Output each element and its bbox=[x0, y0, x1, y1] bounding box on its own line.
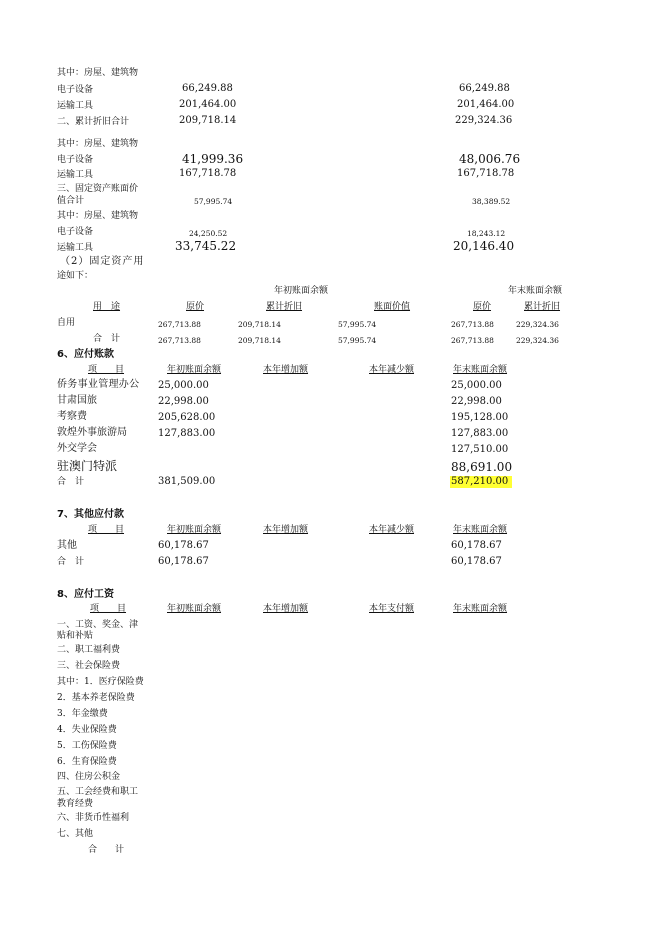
fa-line3-label: 运输工具 bbox=[57, 101, 94, 111]
usage-group-begin: 年初账面余额 bbox=[274, 286, 329, 296]
payables-row1-name: 侨务事业管理办公 bbox=[57, 379, 140, 390]
other-payables-header-dec: 本年减少额 bbox=[369, 525, 415, 535]
wages-header-item: 项 目 bbox=[90, 604, 127, 614]
usage-row2-dep: 209,718.14 bbox=[238, 336, 281, 345]
other-payables-header-inc: 本年增加额 bbox=[263, 525, 309, 535]
fa-line10-begin: 24,250.52 bbox=[189, 229, 228, 238]
wages-item: 五、工会经费和职工 bbox=[57, 787, 139, 797]
fa-line3-begin: 201,464.00 bbox=[179, 99, 237, 110]
wages-title: 8、应付工资 bbox=[57, 589, 114, 600]
usage-title-b: 途如下： bbox=[57, 271, 94, 281]
payables-total-begin: 381,509.00 bbox=[158, 476, 216, 487]
usage-header-dep2: 累计折旧 bbox=[524, 302, 561, 312]
usage-group-end: 年末账面余额 bbox=[508, 286, 563, 296]
payables-header-end: 年末账面余额 bbox=[453, 365, 508, 375]
usage-header-orig2: 原价 bbox=[473, 302, 492, 312]
fa-line6-end: 48,006.76 bbox=[459, 152, 521, 166]
payables-row5-end: 127,510.00 bbox=[451, 444, 509, 455]
usage-row2-book: 57,995.74 bbox=[338, 336, 377, 345]
usage-header-dep: 累计折旧 bbox=[266, 302, 303, 312]
wages-header-begin: 年初账面余额 bbox=[167, 604, 222, 614]
fa-line6-begin: 41,999.36 bbox=[182, 152, 244, 166]
wages-item: 四、住房公积金 bbox=[57, 772, 121, 782]
other-payables-header-item: 项 目 bbox=[88, 525, 125, 535]
usage-header-orig: 原价 bbox=[186, 302, 205, 312]
usage-title-a: （2）固定资产用 bbox=[60, 256, 145, 267]
other-payables-header-end: 年末账面余额 bbox=[453, 525, 508, 535]
payables-header-item: 项 目 bbox=[88, 365, 125, 375]
payables-row6-end: 88,691.00 bbox=[451, 460, 513, 474]
wages-item: 七、其他 bbox=[57, 829, 94, 839]
fa-line8-label-a: 三、固定资产账面价 bbox=[57, 184, 139, 194]
usage-row1-book: 57,995.74 bbox=[338, 320, 377, 329]
payables-row6-name: 驻澳门特派 bbox=[57, 459, 118, 473]
other-payables-total-name: 合 计 bbox=[57, 557, 85, 567]
wages-header-inc: 本年增加额 bbox=[263, 604, 309, 614]
payables-title: 6、应付账款 bbox=[57, 349, 114, 360]
wages-item: 二、职工福利费 bbox=[57, 645, 121, 655]
payables-row3-end: 195,128.00 bbox=[451, 412, 509, 423]
fa-line4-label: 二、累计折旧合计 bbox=[57, 117, 130, 127]
fa-line3-end: 201,464.00 bbox=[457, 99, 515, 110]
usage-row1-use: 自用 bbox=[57, 318, 76, 328]
payables-row2-name: 甘肃国旅 bbox=[57, 395, 97, 406]
usage-row1-dep2: 229,324.36 bbox=[516, 320, 559, 329]
wages-item: 5．工伤保险费 bbox=[57, 741, 117, 751]
usage-header-book: 账面价值 bbox=[374, 302, 411, 312]
fa-line11-label: 运输工具 bbox=[57, 243, 94, 253]
fa-line10-label: 电子设备 bbox=[57, 227, 94, 237]
payables-total-name: 合 计 bbox=[57, 477, 85, 487]
wages-item: 六、非货币性福利 bbox=[57, 813, 130, 823]
payables-row2-end: 22,998.00 bbox=[451, 396, 502, 407]
payables-header-dec: 本年减少额 bbox=[369, 365, 415, 375]
fa-line2-begin: 66,249.88 bbox=[182, 83, 233, 94]
fa-line2-label: 电子设备 bbox=[57, 85, 94, 95]
usage-row1-dep: 209,718.14 bbox=[238, 320, 281, 329]
usage-row2-use: 合 计 bbox=[93, 334, 121, 344]
other-payables-title: 7、其他应付款 bbox=[57, 509, 124, 520]
payables-row4-begin: 127,883.00 bbox=[158, 428, 216, 439]
usage-row1-orig: 267,713.88 bbox=[158, 320, 201, 329]
payables-row2-begin: 22,998.00 bbox=[158, 396, 209, 407]
wages-item: 6．生育保险费 bbox=[57, 757, 117, 767]
other-payables-total-begin: 60,178.67 bbox=[158, 556, 209, 567]
payables-row1-end: 25,000.00 bbox=[451, 380, 502, 391]
wages-item: 3．年金缴费 bbox=[57, 709, 108, 719]
fa-line8-end: 38,389.52 bbox=[472, 197, 511, 206]
payables-row5-name: 外交学会 bbox=[57, 443, 97, 454]
wages-header-end: 年末账面余额 bbox=[453, 604, 508, 614]
payables-row4-name: 敦煌外事旅游局 bbox=[57, 427, 127, 438]
wages-item: 教育经费 bbox=[57, 799, 94, 809]
usage-row2-orig: 267,713.88 bbox=[158, 336, 201, 345]
wages-item: 贴和补贴 bbox=[57, 631, 94, 641]
wages-item: 其中：1．医疗保险费 bbox=[57, 677, 144, 687]
fa-line9-label: 其中：房屋、建筑物 bbox=[57, 211, 139, 221]
payables-header-begin: 年初账面余额 bbox=[167, 365, 222, 375]
fa-line10-end: 18,243.12 bbox=[467, 229, 506, 238]
other-payables-row1-name: 其他 bbox=[57, 540, 77, 551]
wages-item: 4．失业保险费 bbox=[57, 725, 117, 735]
usage-row1-orig2: 267,713.88 bbox=[451, 320, 494, 329]
fa-line8-begin: 57,995.74 bbox=[194, 197, 233, 206]
payables-header-inc: 本年增加额 bbox=[263, 365, 309, 375]
fa-line8-label-b: 值合计 bbox=[57, 196, 85, 206]
fa-line7-begin: 167,718.78 bbox=[179, 168, 237, 179]
wages-item: 三、社会保险费 bbox=[57, 661, 121, 671]
other-payables-row1-end: 60,178.67 bbox=[451, 540, 502, 551]
fa-line11-begin: 33,745.22 bbox=[175, 239, 237, 253]
fa-line7-end: 167,718.78 bbox=[457, 168, 515, 179]
fa-line7-label: 运输工具 bbox=[57, 170, 94, 180]
usage-header-use: 用 途 bbox=[93, 302, 121, 312]
fa-line4-end: 229,324.36 bbox=[455, 115, 513, 126]
other-payables-header-begin: 年初账面余额 bbox=[167, 525, 222, 535]
fa-line11-end: 20,146.40 bbox=[453, 239, 515, 253]
fa-line2-end: 66,249.88 bbox=[459, 83, 510, 94]
other-payables-row1-begin: 60,178.67 bbox=[158, 540, 209, 551]
payables-total-end-highlighted: 587,210.00 bbox=[450, 476, 512, 488]
wages-total-label: 合 计 bbox=[88, 845, 125, 855]
fa-line5-label: 其中：房屋、建筑物 bbox=[57, 139, 139, 149]
usage-row2-dep2: 229,324.36 bbox=[516, 336, 559, 345]
wages-header-pay: 本年支付额 bbox=[369, 604, 415, 614]
wages-item: 一、工资、奖金、津 bbox=[57, 620, 139, 630]
payables-row1-begin: 25,000.00 bbox=[158, 380, 209, 391]
fa-line4-begin: 209,718.14 bbox=[179, 115, 237, 126]
fa-line1-label: 其中：房屋、建筑物 bbox=[57, 68, 139, 78]
payables-row4-end: 127,883.00 bbox=[451, 428, 509, 439]
other-payables-total-end: 60,178.67 bbox=[451, 556, 502, 567]
payables-row3-begin: 205,628.00 bbox=[158, 412, 216, 423]
wages-item: 2．基本养老保险费 bbox=[57, 693, 135, 703]
fa-line6-label: 电子设备 bbox=[57, 155, 94, 165]
usage-row2-orig2: 267,713.88 bbox=[451, 336, 494, 345]
payables-row3-name: 考察费 bbox=[57, 411, 87, 422]
